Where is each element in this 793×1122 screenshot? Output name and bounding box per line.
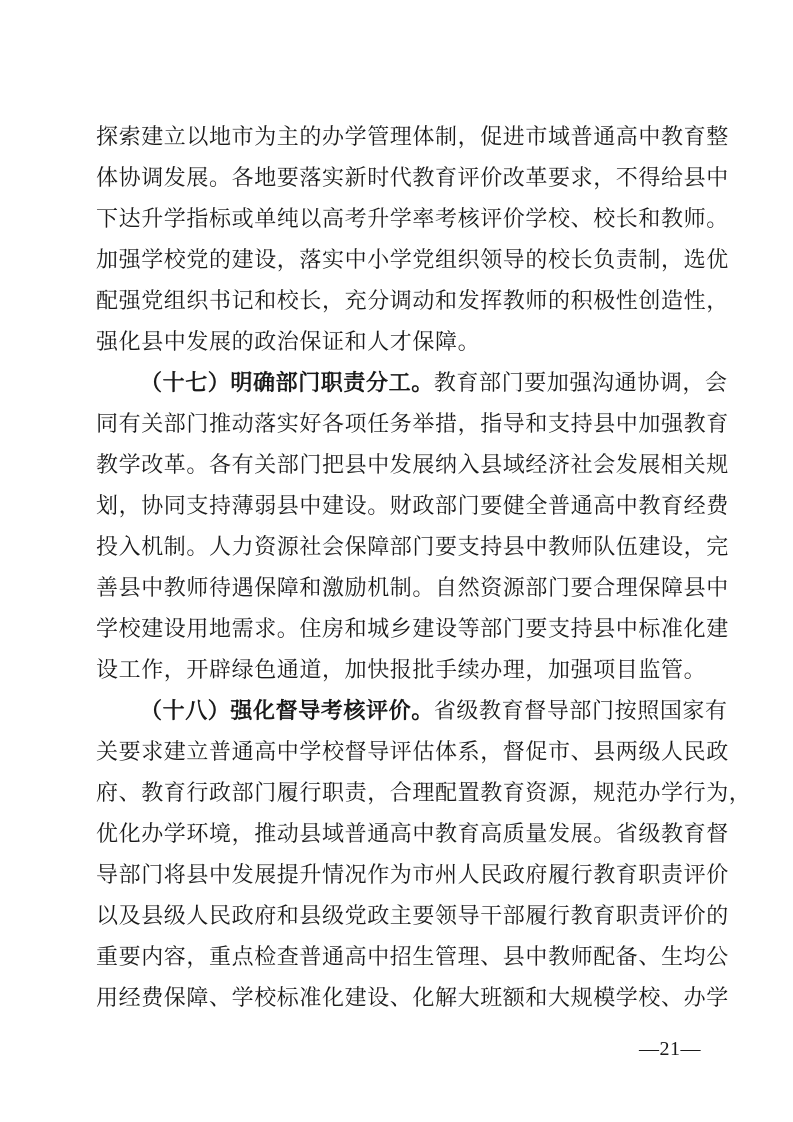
text-line: 加强学校党的建设，落实中小学党组织领导的校长负责制，选优 <box>96 248 729 273</box>
section-18-heading: （十八）强化督导考核评价。 <box>140 699 434 724</box>
text-line: 配强党组织书记和校长，充分调动和发挥教师的积极性创造性， <box>96 289 729 314</box>
text-line: 导部门将县中发展提升情况作为市州人民政府履行教育职责评价 <box>96 863 729 888</box>
text-line: 探索建立以地市为主的办学管理体制，促进市域普通高中教育整 <box>96 125 729 150</box>
section-18-first-line <box>96 691 728 732</box>
section-18-first-line-rest: 省级教育督导部门按照国家有 <box>433 699 728 724</box>
text-line: 投入机制。人力资源社会保障部门要支持县中教师队伍建设，完 <box>96 535 729 560</box>
section-17-heading: （十七）明确部门职责分工。 <box>140 371 434 396</box>
section-17-first-line <box>96 363 728 404</box>
text-line: 教学改革。各有关部门把县中发展纳入县域经济社会发展相关规 <box>96 453 729 478</box>
text-line: 以及县级人民政府和县级党政主要领导干部履行教育职责评价的 <box>96 904 729 929</box>
text-line: 设工作，开辟绿色通道，加快报批手续办理，加强项目监管。 <box>96 658 707 683</box>
text-line: 强化县中发展的政治保证和人才保障。 <box>96 330 481 355</box>
text-line: 重要内容，重点检查普通高中招生管理、县中教师配备、生均公 <box>96 945 729 970</box>
section-18-paragraph <box>96 691 752 1019</box>
text-line: 同有关部门推动落实好各项任务举措，指导和支持县中加强教育 <box>96 412 729 437</box>
document-body <box>96 117 752 1019</box>
text-line: 划，协同支持薄弱县中建设。财政部门要健全普通高中教育经费 <box>96 494 729 519</box>
text-line: 体协调发展。各地要落实新时代教育评价改革要求，不得给县中 <box>96 166 729 191</box>
text-line: 府、教育行政部门履行职责，合理配置教育资源，规范办学行为， <box>96 781 752 806</box>
text-line: 关要求建立普通高中学校督导评估体系，督促市、县两级人民政 <box>96 740 729 765</box>
text-line: 优化办学环境，推动县域普通高中教育高质量发展。省级教育督 <box>96 822 729 847</box>
section-17-first-line-rest: 教育部门要加强沟通协调，会 <box>433 371 728 396</box>
text-line: 善县中教师待遇保障和激励机制。自然资源部门要合理保障县中 <box>96 576 729 601</box>
section-17-paragraph <box>96 363 729 691</box>
page-number: —21— <box>639 1038 701 1060</box>
text-line: 用经费保障、学校标准化建设、化解大班额和大规模学校、办学 <box>96 986 729 1011</box>
paragraph-governance <box>96 117 729 363</box>
text-line: 下达升学指标或单纯以高考升学率考核评价学校、校长和教师。 <box>96 207 729 232</box>
text-line: 学校建设用地需求。住房和城乡建设等部门要支持县中标准化建 <box>96 617 729 642</box>
